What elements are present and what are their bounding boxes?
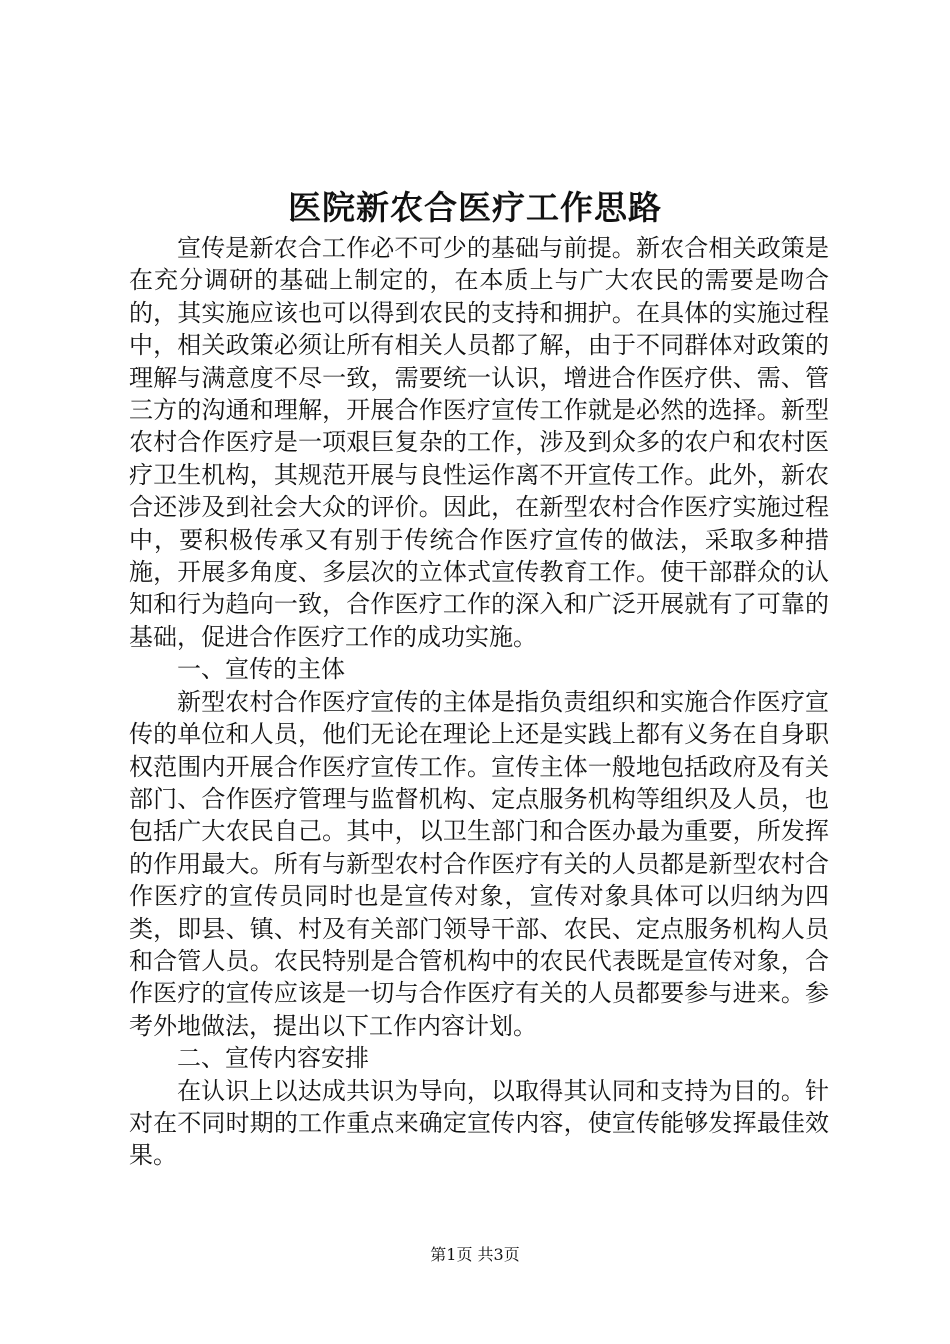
paragraph-section-1: 新型农村合作医疗宣传的主体是指负责组织和实施合作医疗宣传的单位和人员，他们无论在理论上还是实践上都有义务在自身职权范围内开展合作医疗宣传工作。宣传主体一般地包括政府及有关部门、合作医疗管理与监督机构、定点服务机构等组织及人员，也包括广大农民自己。其中，以卫生部门和合医办最为重要，所发挥的作用最大。所有与新型农村合作医疗有关的人员都是新型农村合作医疗的宣传员同时也是宣传对象，宣传对象具体可以归纳为四类，即县、镇、村及有关部门领导干部、农民、定点服务机构人员和合管人员。农民特别是合管机构中的农民代表既是宣传对象，合作医疗的宣传应该是一切与合作医疗有关的人员都要参与进来。参考外地做法，提出以下工作内容计划。 — [129, 687, 829, 1040]
document-title: 医院新农合医疗工作思路 — [288, 188, 662, 227]
page-footer: 第1页 共3页 — [430, 1245, 520, 1264]
paragraph-section-2: 在认识上以达成共识为导向，以取得其认同和支持为目的。针对在不同时期的工作重点来确定宣传内容，使宣传能够发挥最佳效果。 — [129, 1076, 829, 1170]
paragraph-intro: 宣传是新农合工作必不可少的基础与前提。新农合相关政策是在充分调研的基础上制定的，在本质上与广大农民的需要是吻合的，其实施应该也可以得到农民的支持和拥护。在具体的实施过程中，相关政策必须让所有相关人员都了解，由于不同群体对政策的理解与满意度不尽一致，需要统一认识，增进合作医疗供、需、管三方的沟通和理解，开展合作医疗宣传工作就是必然的选择。新型农村合作医疗是一项艰巨复杂的工作，涉及到众多的农户和农村医疗卫生机构，其规范开展与良性运作离不开宣传工作。此外，新农合还涉及到社会大众的评价。因此，在新型农村合作医疗实施过程中，要积极传承又有别于传统合作医疗宣传的做法，采取多种措施，开展多角度、多层次的立体式宣传教育工作。使干部群众的认知和行为趋向一致，合作医疗工作的深入和广泛开展就有了可靠的基础，促进合作医疗工作的成功实施。 — [129, 234, 829, 651]
document-body — [129, 232, 829, 1172]
section-heading-2: 二、宣传内容安排 — [177, 1044, 369, 1073]
section-heading-1: 一、宣传的主体 — [177, 655, 345, 684]
